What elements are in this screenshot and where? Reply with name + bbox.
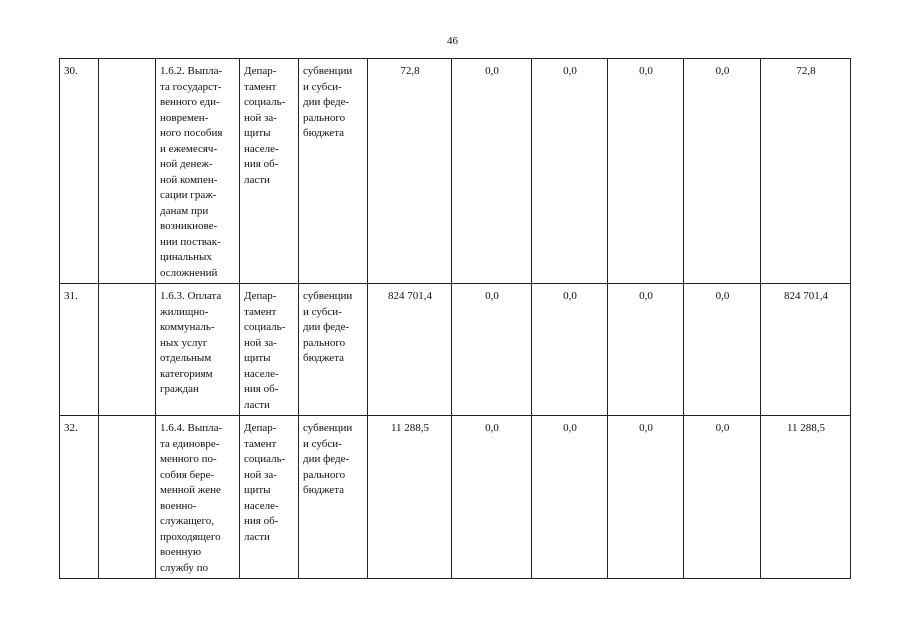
source-cell — [299, 59, 368, 284]
total-cell: 72,8 — [368, 59, 452, 284]
cell-text-line: рального — [303, 111, 346, 124]
cell-text-line: и субси- — [303, 80, 342, 93]
cell-text-line: менного по- — [160, 453, 217, 465]
cell-text-line: населе- — [244, 142, 279, 155]
cell-text-line: 1.6.4. Выпла- — [160, 422, 223, 434]
source-cell — [299, 416, 368, 579]
cell-text-line: собия бере- — [160, 468, 215, 481]
table-row — [60, 416, 851, 579]
cell-text-line: возникнове- — [160, 220, 218, 232]
cell-text-line: новремен- — [160, 111, 209, 124]
executor-cell — [240, 59, 299, 284]
cell-text-line: граждан — [160, 383, 199, 395]
cell-text-line: Депар- — [244, 290, 277, 302]
cell-text-line: тамент — [244, 305, 277, 318]
measure-cell — [156, 416, 240, 579]
cell-text-line: ласти — [244, 173, 270, 186]
cell-text-line: сации граж- — [160, 189, 217, 201]
page-number: 46 — [447, 35, 458, 47]
cell-text-line: данам при — [160, 204, 209, 217]
cell-text-line: службу по — [160, 561, 208, 574]
executor-cell — [240, 416, 299, 579]
value-cell: 11 288,5 — [761, 416, 851, 579]
blank-cell — [99, 284, 156, 416]
value-cell: 0,0 — [684, 284, 761, 416]
table-row — [60, 59, 851, 284]
cell-text-line: цинальных — [160, 251, 212, 263]
cell-text-line: ласти — [244, 398, 270, 411]
table-row — [60, 284, 851, 416]
row-number: 30. — [60, 59, 99, 284]
total-cell: 11 288,5 — [368, 416, 452, 579]
cell-text-line: бюджета — [303, 484, 345, 496]
cell-text-line: дии феде- — [303, 96, 350, 108]
cell-text-line: ласти — [244, 530, 270, 543]
cell-text-line: щиты — [244, 484, 271, 496]
value-cell: 824 701,4 — [761, 284, 851, 416]
cell-text-line: субвенции — [303, 422, 353, 434]
cell-text-line: дии феде- — [303, 321, 350, 333]
cell-text-line: ных услуг — [160, 336, 208, 349]
cell-text-line: коммуналь- — [160, 321, 215, 333]
cell-text-line: категориям — [160, 367, 213, 380]
blank-cell — [99, 59, 156, 284]
cell-text-line: военно- — [160, 499, 197, 512]
value-cell: 72,8 — [761, 59, 851, 284]
cell-text-line: 1.6.2. Выпла- — [160, 65, 223, 77]
cell-text-line: и субси- — [303, 305, 342, 318]
cell-text-line: рального — [303, 468, 346, 481]
cell-text-line: дии феде- — [303, 453, 350, 465]
cell-text-line: та государст- — [160, 80, 222, 93]
cell-text-line: менной жене — [160, 484, 221, 496]
cell-text-line: тамент — [244, 80, 277, 93]
cell-text-line: субвенции — [303, 65, 353, 77]
cell-text-line: та единовре- — [160, 437, 220, 450]
cell-text-line: нии поствак- — [160, 235, 221, 248]
source-cell — [299, 284, 368, 416]
blank-cell — [99, 416, 156, 579]
value-cell: 0,0 — [608, 416, 684, 579]
value-cell: 0,0 — [452, 59, 532, 284]
cell-text-line: ной денеж- — [160, 158, 213, 170]
cell-text-line: ния об- — [244, 383, 279, 395]
cell-text-line: субвенции — [303, 290, 353, 302]
cell-text-line: военную — [160, 546, 202, 558]
value-cell: 0,0 — [532, 416, 608, 579]
cell-text-line: социаль- — [244, 453, 286, 465]
value-cell: 0,0 — [608, 59, 684, 284]
cell-text-line: рального — [303, 336, 346, 349]
cell-text-line: тамент — [244, 437, 277, 450]
value-cell: 0,0 — [608, 284, 684, 416]
budget-table — [59, 58, 851, 579]
cell-text-line: населе- — [244, 367, 279, 380]
cell-text-line: населе- — [244, 499, 279, 512]
row-number: 32. — [60, 416, 99, 579]
cell-text-line: щиты — [244, 352, 271, 364]
cell-text-line: Депар- — [244, 422, 277, 434]
value-cell: 0,0 — [532, 59, 608, 284]
cell-text-line: жилищно- — [160, 305, 209, 318]
cell-text-line: бюджета — [303, 352, 345, 364]
cell-text-line: отдельным — [160, 352, 212, 364]
cell-text-line: 1.6.3. Оплата — [160, 290, 222, 302]
cell-text-line: социаль- — [244, 96, 286, 108]
row-number: 31. — [60, 284, 99, 416]
cell-text-line: социаль- — [244, 321, 286, 333]
cell-text-line: ной за- — [244, 336, 277, 349]
value-cell: 0,0 — [684, 416, 761, 579]
cell-text-line: венного еди- — [160, 96, 220, 108]
cell-text-line: ного пособия — [160, 127, 223, 139]
cell-text-line: ния об- — [244, 515, 279, 527]
cell-text-line: щиты — [244, 127, 271, 139]
cell-text-line: бюджета — [303, 127, 345, 139]
measure-cell — [156, 284, 240, 416]
executor-cell — [240, 284, 299, 416]
value-cell: 0,0 — [532, 284, 608, 416]
value-cell: 0,0 — [452, 416, 532, 579]
cell-text-line: осложнений — [160, 266, 218, 279]
value-cell: 0,0 — [452, 284, 532, 416]
cell-text-line: Депар- — [244, 65, 277, 77]
cell-text-line: проходящего — [160, 530, 221, 543]
value-cell: 0,0 — [684, 59, 761, 284]
measure-cell — [156, 59, 240, 284]
cell-text-line: ной за- — [244, 468, 277, 481]
cell-text-line: служащего, — [160, 515, 215, 527]
cell-text-line: ния об- — [244, 158, 279, 170]
cell-text-line: и ежемесяч- — [160, 142, 218, 155]
cell-text-line: и субси- — [303, 437, 342, 450]
total-cell: 824 701,4 — [368, 284, 452, 416]
cell-text-line: ной компен- — [160, 173, 218, 186]
cell-text-line: ной за- — [244, 111, 277, 124]
